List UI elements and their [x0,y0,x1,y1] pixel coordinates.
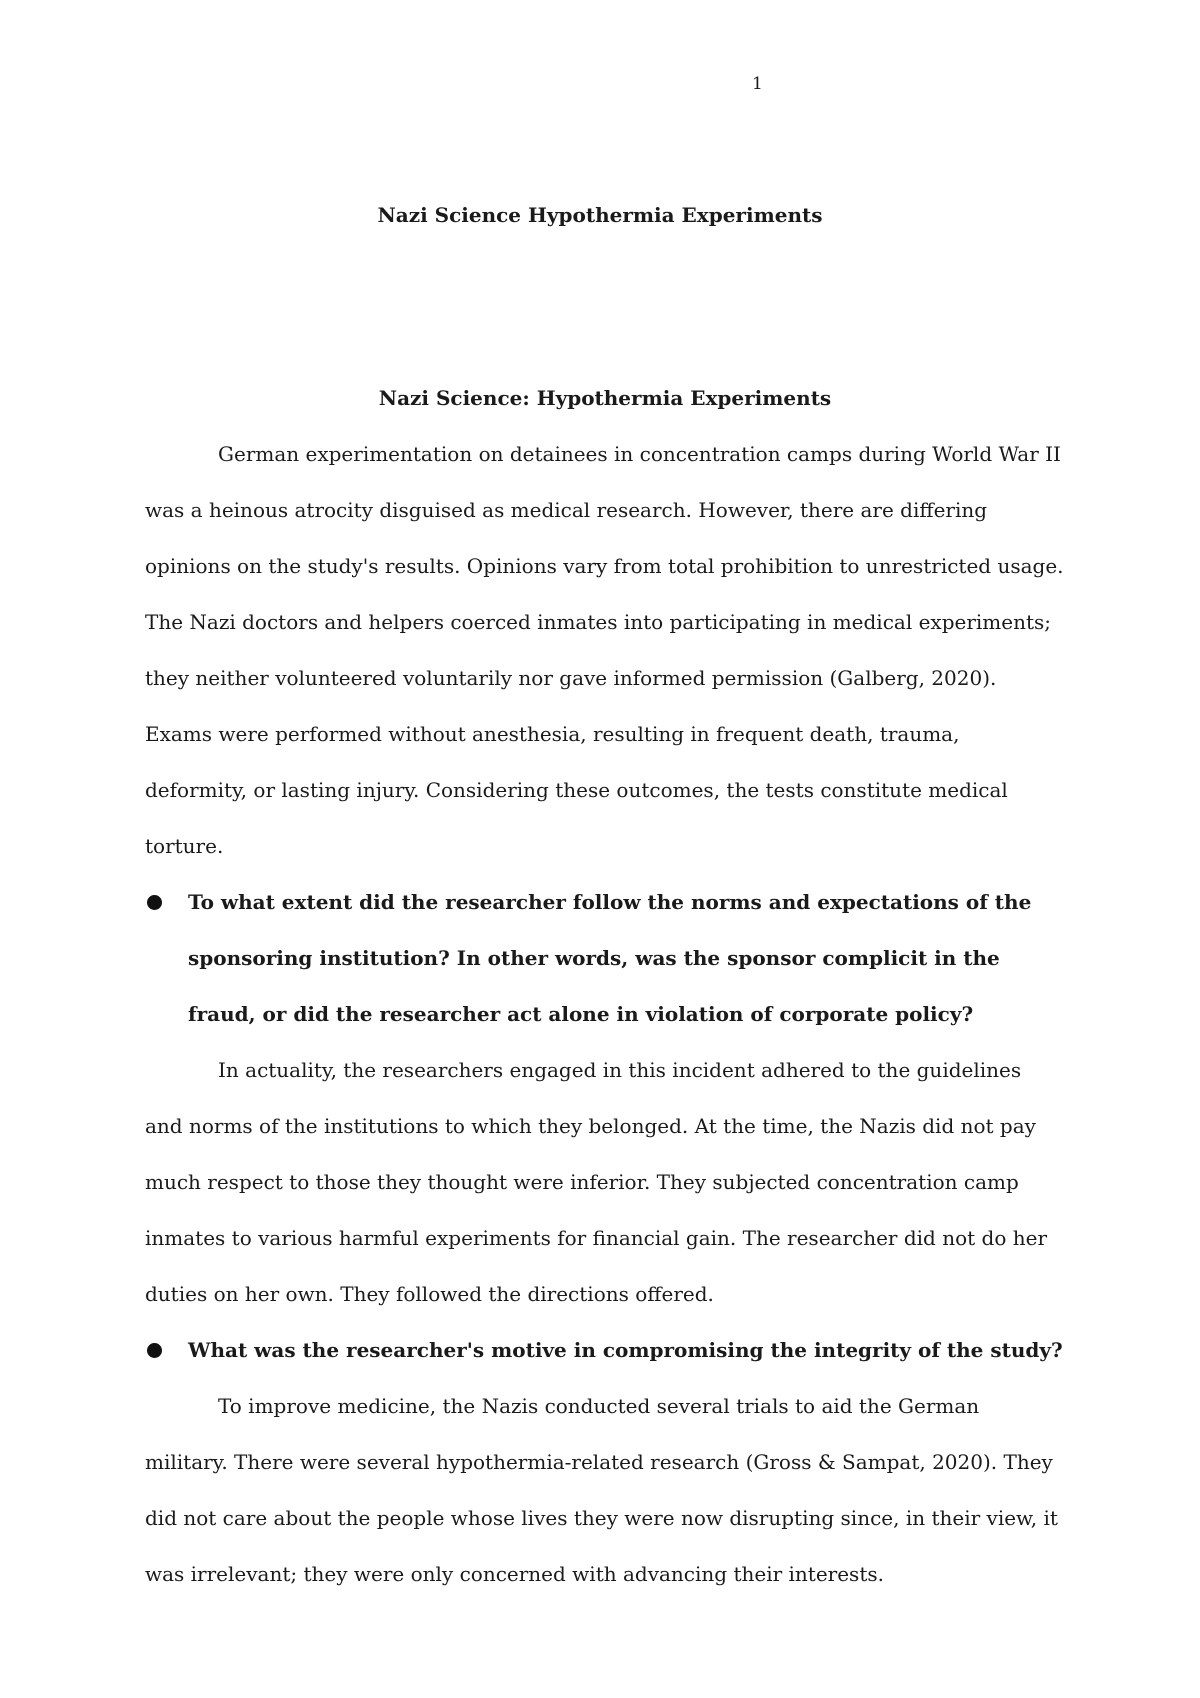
question-text: To what extent did the researcher follow the norms and expectations of the sponsoring institution? In other words, was the sponsor complicit in the fraud, or did the researcher act alone in violation of corporate policy? [188,890,1032,1026]
bullet-icon [147,1343,162,1358]
answer-paragraph: To improve medicine, the Nazis conducted several trials to aid the German military. There were several hypothermia-related research (Gross & Sampat, 2020). They did not care about the people whose lives they were now disrupting since, in their view, it was irrelevant; they were only concerned with advancing their interests. [145,1394,1058,1586]
section-heading: Nazi Science: Hypothermia Experiments [378,386,832,410]
running-title: Nazi Science Hypothermia Experiments [377,203,823,227]
document-body [145,370,1065,1602]
answer-paragraph: In actuality, the researchers engaged in this incident adhered to the guidelines and norms of the institutions to which they belonged. At the time, the Nazis did not pay much respect to those they thought were inferior. They subjected concentration camp inmates to various harmful experiments for financial gain. The researcher did not do her duties on her own. They followed the directions offered. [145,1058,1048,1306]
intro-paragraph: German experimentation on detainees in concentration camps during World War II was a heinous atrocity disguised as medical research. However, there are differing opinions on the study's results. Opinions vary from total prohibition to unrestricted usage. The Nazi doctors and helpers coerced inmates into participating in medical experiments; they neither volunteered voluntarily nor gave informed permission (Galberg, 2020). Exams were performed without anesthesia, resulting in frequent death, trauma, deformity, or lasting injury. Considering these outcomes, the tests constitute medical torture. [145,442,1064,858]
bullet-icon [147,895,162,910]
question-item-2 [145,1322,1065,1378]
page-number: 1 [752,74,763,94]
question-text: What was the researcher's motive in compromising the integrity of the study? [188,1338,1063,1362]
question-item-1 [145,874,1065,1042]
